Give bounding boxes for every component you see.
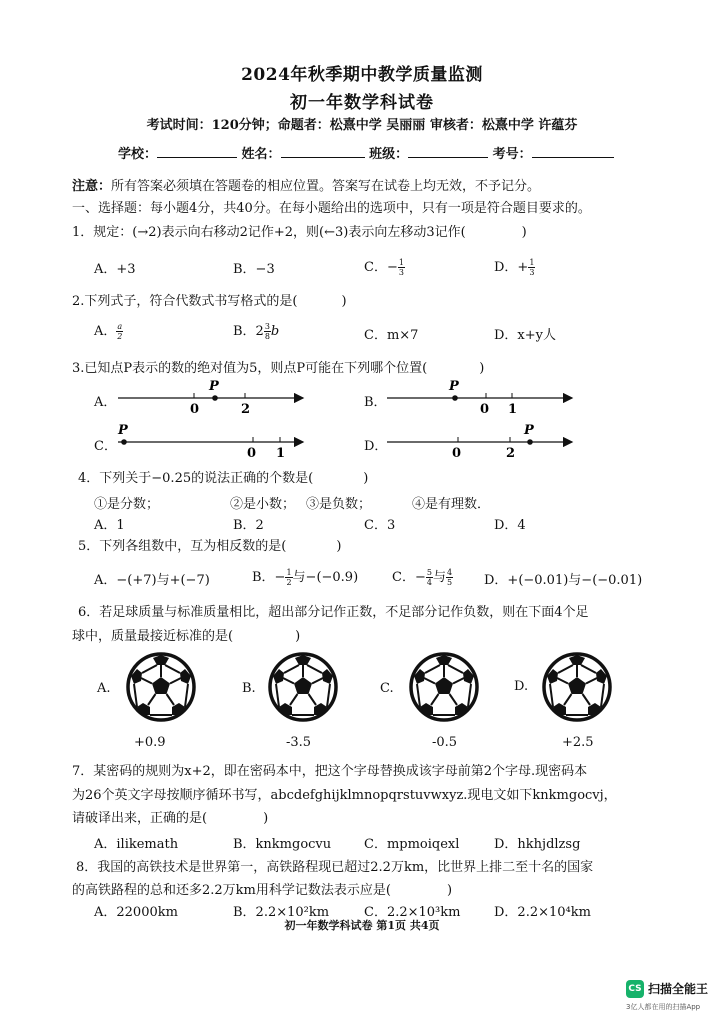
q5-c-fraction-2 — [446, 568, 453, 587]
q6-option-d-label: D. — [514, 679, 529, 694]
q5-c-num2: 4 — [446, 568, 453, 577]
q5-c-den1: 4 — [426, 578, 432, 587]
q4-statement-4: ④是有理数． — [412, 497, 491, 512]
q2-b-den: 8 — [264, 332, 270, 341]
q8-option-b: B．2.2×10²km — [233, 905, 330, 920]
q4-option-b: B．2 — [233, 518, 264, 533]
q3-line-d — [387, 423, 572, 461]
q5-stem — [78, 535, 341, 554]
name-label: 姓名： — [241, 147, 281, 162]
q4-stem — [78, 467, 368, 486]
q3-b-one: 1 — [508, 402, 518, 417]
q3-option-d-label: D． — [364, 439, 388, 454]
q7-line-1: 7．某密码的规则为x+2，即在密码本中，把这个字母替换成该字母前第2个字母.现密码本 — [72, 764, 588, 779]
q6-line-2 — [72, 625, 300, 644]
soccer-ball-icon — [408, 651, 480, 723]
q5-c-num1: 5 — [426, 568, 432, 577]
q3-c-zero: 0 — [247, 446, 257, 461]
q2-option-a — [94, 320, 123, 341]
q2-stem — [72, 290, 347, 309]
q3-d-two: 2 — [506, 446, 516, 461]
q2-a-fraction — [116, 322, 123, 341]
q6-value-c: -0.5 — [432, 735, 458, 750]
soccer-ball-icon — [267, 651, 339, 723]
q6-line-2-text: 球中，质量最接近标准的是( — [72, 629, 234, 644]
q7-line-2: 为26个英文字母按顺序循环书写，abcdefghijklmnopqrstuvwxyz.现电文如下knkmgocvj， — [72, 788, 617, 803]
q6-option-b-label: B. — [242, 681, 256, 696]
q1-option-c — [364, 256, 405, 277]
q7-line-3 — [72, 807, 268, 826]
q1-c-prefix: C．− — [364, 260, 398, 275]
q3-c-one: 1 — [276, 446, 286, 461]
q3-line-c — [117, 423, 303, 461]
q3-d-p: P — [524, 423, 534, 438]
q3-b-zero: 0 — [480, 402, 490, 417]
q5-option-d: D．+(−0.01)与−(−0.01) — [484, 573, 643, 588]
q5-c-mid: 与 — [432, 570, 446, 585]
q3-a-two: 2 — [241, 402, 251, 417]
q2-a-den: 2 — [117, 332, 123, 341]
q7-close: ) — [263, 811, 269, 826]
q5-b-den: 2 — [286, 578, 292, 587]
section1-heading: 一、选择题：每小题4分，共40分。在每小题给出的选项中，只有一项是符合题目要求的。 — [72, 201, 591, 216]
q1-d-den: 3 — [529, 268, 535, 277]
q3-line-b — [387, 379, 572, 417]
q2-option-c: C．m×7 — [364, 328, 419, 343]
q6-value-b: -3.5 — [286, 735, 312, 750]
q2-option-d: D．x+y人 — [494, 328, 556, 343]
camscanner-logo: CS — [626, 980, 644, 998]
q8-option-c: C．2.2×10³km — [364, 905, 461, 920]
q6-line-1: 6．若足球质量与标准质量相比，超出部分记作正数，不足部分记作负数，则在下面4个足 — [78, 605, 589, 620]
q3-option-c-label: C． — [94, 439, 117, 454]
camscanner-tagline: 3亿人都在用的扫描App — [626, 1003, 701, 1011]
q8-option-a: A．22000km — [94, 905, 178, 920]
notice-label: 注意： — [72, 179, 112, 194]
q1-option-d — [494, 256, 535, 277]
q5-option-a: A．−(+7)与+(−7) — [94, 573, 210, 588]
class-label: 班级： — [369, 147, 409, 162]
q3-a-zero: 0 — [190, 402, 200, 417]
q2-close: ) — [341, 294, 347, 309]
class-blank[interactable] — [408, 145, 488, 158]
exam-subtitle: 初一年数学科试卷 — [290, 93, 434, 113]
q5-b-fraction — [285, 568, 292, 587]
q4-option-c: C．3 — [364, 518, 396, 533]
q4-statement-3: ③是负数； — [306, 497, 372, 512]
q3-option-b-label: B． — [364, 395, 387, 410]
exam-title: 2024年秋季期中教学质量监测 — [241, 65, 483, 85]
q4-option-a: A．1 — [94, 518, 125, 533]
q1-option-b: B．−3 — [233, 262, 275, 277]
q3-option-a-label: A． — [94, 395, 117, 410]
q4-stem-text: 4．下列关于−0.25的说法正确的个数是( — [78, 471, 314, 486]
q7-option-c: C．mpmoiqexl — [364, 837, 460, 852]
q4-close: ) — [363, 471, 369, 486]
name-blank[interactable] — [281, 145, 365, 158]
q8-close: ) — [446, 883, 453, 898]
q7-line-3-text: 请破译出来，正确的是( — [72, 811, 208, 826]
q5-c-prefix: C．− — [392, 570, 426, 585]
q5-c-den2: 5 — [446, 578, 453, 587]
q1-c-fraction — [398, 258, 405, 277]
q3-number-lines — [0, 370, 724, 462]
q2-a-num: a — [117, 322, 123, 331]
soccer-ball-icon — [125, 651, 197, 723]
q7-option-d: D．hkhjdlzsg — [494, 837, 581, 852]
q3-a-p: P — [209, 379, 219, 394]
q3-line-a — [118, 379, 303, 417]
school-label: 学校： — [118, 147, 158, 162]
q5-option-c — [392, 566, 453, 587]
q2-a-prefix: A． — [94, 324, 117, 339]
school-blank[interactable] — [157, 145, 237, 158]
q1-d-fraction — [528, 258, 535, 277]
q1-c-den: 3 — [398, 268, 404, 277]
q4-statement-1: ①是分数； — [94, 497, 160, 512]
q2-b-fraction — [264, 322, 271, 341]
q8-line-1: 8．我国的高铁技术是世界第一，高铁路程现已超过2.2万km，比世界上排二至十名的国家 — [76, 860, 594, 875]
student-fields — [118, 143, 614, 162]
page-footer: 初一年数学科试卷 第1页 共4页 — [284, 919, 440, 932]
q1-stem — [72, 221, 527, 240]
q4-statement-2: ②是小数； — [230, 497, 296, 512]
q5-b-num: 1 — [286, 568, 292, 577]
camscanner-name: 扫描全能王 — [648, 982, 709, 996]
q3-close: ) — [479, 361, 485, 376]
q5-stem-text: 5．下列各组数中，互为相反数的是( — [78, 539, 287, 554]
q3-b-p: P — [449, 379, 459, 394]
q8-line-2 — [72, 879, 452, 898]
q6-value-a: +0.9 — [134, 735, 166, 750]
q6-close: ) — [295, 629, 301, 644]
q5-c-fraction-1 — [426, 568, 433, 587]
q3-stem-text: 3.已知点P表示的数的绝对值为5，则点P可能在下列哪个位置( — [72, 361, 428, 376]
q2-b-prefix: B．2 — [233, 324, 264, 339]
q6-value-d: +2.5 — [562, 735, 594, 750]
q2-stem-text: 2.下列式子，符合代数式书写格式的是( — [72, 294, 298, 309]
q3-d-zero: 0 — [452, 446, 462, 461]
number-blank[interactable] — [532, 145, 614, 158]
q6-option-a-label: A. — [97, 681, 111, 696]
q1-stem-text: 1．规定：(→2)表示向右移动2记作+2，则(←3)表示向左移动3记作( — [72, 225, 466, 240]
q5-close: ) — [336, 539, 342, 554]
q1-option-a: A．+3 — [94, 262, 136, 277]
q1-d-prefix: D．+ — [494, 260, 529, 275]
q2-option-b — [233, 320, 279, 341]
q8-option-d: D．2.2×10⁴km — [494, 905, 591, 920]
q3-c-p: P — [118, 423, 128, 438]
q1-close: ) — [521, 225, 527, 240]
q2-b-suffix: b — [270, 324, 280, 339]
q7-option-b: B．knkmgocvu — [233, 837, 332, 852]
q5-b-prefix: B．− — [252, 570, 286, 585]
soccer-ball-icon — [541, 651, 613, 723]
q8-line-2-text: 的高铁路程的总和还多2.2万km用科学记数法表示应是( — [72, 883, 391, 898]
notice — [72, 175, 540, 194]
q5-b-suffix: 与−(−0.9) — [292, 570, 359, 585]
q2-b-num: 3 — [264, 322, 270, 331]
q7-option-a: A．ilikemath — [94, 837, 179, 852]
q6-option-c-label: C. — [380, 681, 394, 696]
q1-d-num: 1 — [529, 258, 535, 267]
exam-info: 考试时间：120分钟；命题者：松熹中学 吴丽丽 审核者：松熹中学 许蕴芬 — [146, 118, 578, 133]
notice-text: 所有答案必须填在答题卷的相应位置。答案写在试卷上均无效，不予记分。 — [111, 179, 541, 194]
q5-option-b — [252, 566, 358, 587]
q4-option-d: D．4 — [494, 518, 526, 533]
number-label: 考号： — [492, 147, 532, 162]
q1-c-num: 1 — [398, 258, 404, 267]
